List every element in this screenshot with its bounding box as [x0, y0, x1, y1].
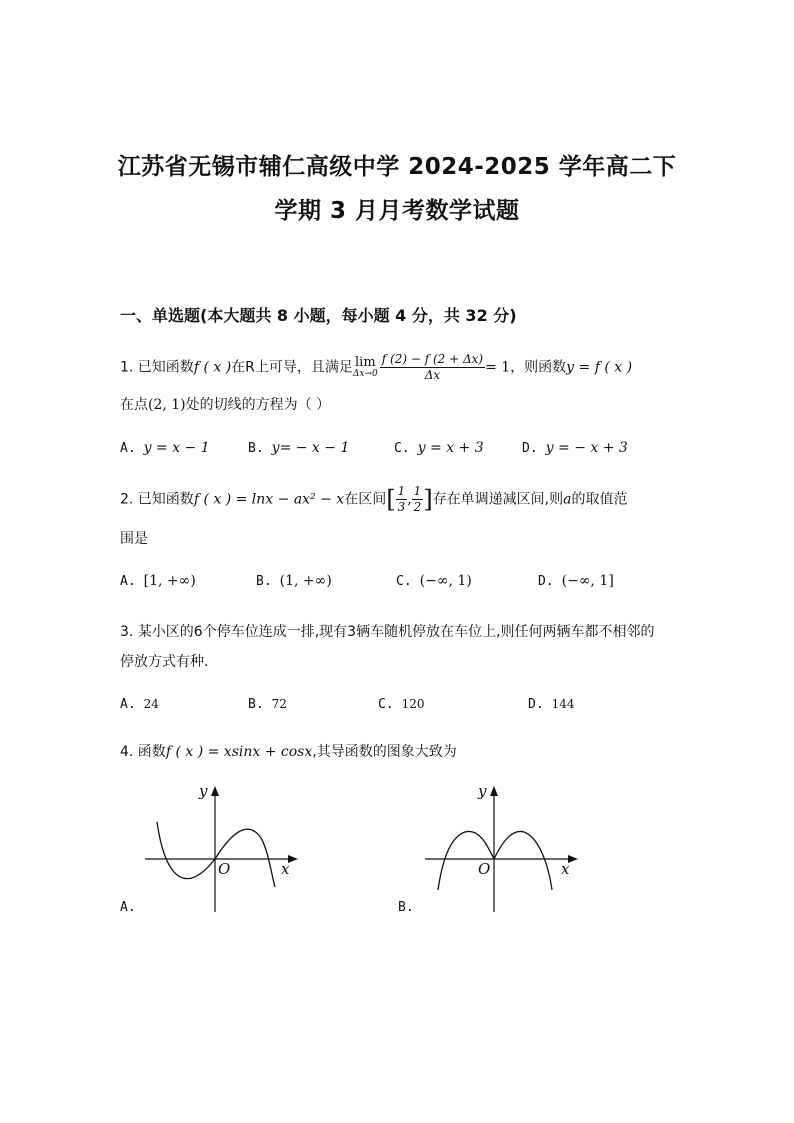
option-label: B.	[248, 441, 264, 456]
q2-option-d[interactable]	[538, 573, 614, 589]
q1-stem-line2	[120, 394, 330, 414]
graph-a[interactable]	[140, 782, 310, 917]
graph-b-option-label: B.	[398, 900, 414, 915]
q1-option-c[interactable]	[394, 440, 484, 456]
option-value: (1, +∞)	[279, 573, 332, 589]
graph-a-origin-label: O	[218, 860, 231, 878]
q3-option-c[interactable]	[378, 697, 425, 712]
option-value: (−∞, 1)	[419, 573, 472, 589]
q2-stem-line1	[120, 484, 628, 515]
q2-text: 的取值范	[571, 491, 628, 508]
option-value: y = x − 1	[143, 440, 210, 456]
q1-lim-bot: Δx→0	[352, 369, 378, 379]
q1-yfx: y = f ( x )	[566, 359, 633, 376]
q2-frac-2-den: 2	[413, 500, 422, 514]
q1-fx: f ( x )	[193, 359, 232, 376]
q1-lim-top: lim	[355, 355, 376, 370]
graph-a-option-label: A.	[120, 900, 136, 915]
option-label: C.	[394, 441, 410, 456]
q1-fraction	[380, 352, 485, 383]
graph-a-y-label: y	[199, 782, 208, 800]
q2-frac-1	[396, 484, 408, 515]
q1-text: 处的切线的方程为（ ）	[185, 397, 331, 413]
q4-stem	[120, 741, 457, 761]
option-label: A.	[120, 574, 136, 589]
graph-b[interactable]	[420, 782, 590, 917]
q1-option-d[interactable]	[522, 440, 628, 456]
q1-text: 1. 已知函数	[120, 359, 194, 376]
title-line-1: 江苏省无锡市辅仁高级中学 2024-2025 学年高二下	[117, 154, 677, 180]
q3-option-b[interactable]	[248, 697, 287, 712]
option-value: [1, +∞)	[143, 573, 196, 589]
q1-option-a[interactable]	[120, 440, 210, 456]
option-value: y = − x + 3	[545, 440, 628, 456]
q2-comma: ,	[407, 491, 412, 508]
option-label: D.	[538, 574, 554, 589]
q2-text: 2. 已知函数	[120, 491, 194, 508]
q1-limit	[353, 356, 378, 379]
q3-stem-line1: 3. 某小区的6个停车位连成一排,现有3辆车随机停放在车位上,则任何两辆车都不相邻的	[120, 624, 655, 640]
q2-option-b[interactable]	[256, 573, 332, 589]
q1-text: ，则函数	[510, 359, 567, 376]
q2-frac-2	[412, 484, 424, 515]
option-label: C.	[396, 574, 412, 589]
graph-b-x-label: x	[561, 860, 570, 878]
q1-option-b[interactable]	[248, 440, 349, 456]
q2-frac-1-num: 1	[397, 484, 406, 498]
graph-a-curve	[157, 822, 275, 887]
option-value: 144	[551, 697, 575, 711]
option-value: y = x + 3	[417, 440, 484, 456]
option-value: 120	[401, 697, 425, 711]
graph-a-x-label: x	[281, 860, 290, 878]
graph-b-y-label: y	[478, 782, 487, 800]
q2-text: 存在单调递减区间,则	[432, 491, 564, 508]
section-heading: 一、单选题(本大题共 8 小题，每小题 4 分，共 32 分)	[120, 306, 517, 325]
q2-bracket-right: ]	[423, 485, 433, 514]
q1-stem-line1	[120, 352, 632, 383]
q2-bracket-left: [	[386, 485, 396, 514]
q2-frac-1-den: 3	[397, 500, 406, 514]
q2-text: 在区间	[344, 491, 387, 508]
option-label: A.	[120, 697, 136, 712]
q1-point: (2, 1)	[148, 397, 186, 413]
q1-text: 在点	[120, 397, 148, 413]
q1-denominator: Δx	[424, 368, 441, 382]
q4-text: 4. 函数	[120, 744, 166, 760]
q2-option-a[interactable]	[120, 573, 196, 589]
q2-frac-2-num: 1	[413, 484, 422, 498]
q3-option-a[interactable]	[120, 697, 159, 712]
graph-b-y-arrow	[490, 786, 498, 796]
q3-stem-line2: 停放方式有种.	[120, 654, 209, 670]
graph-a-x-arrow	[288, 855, 298, 863]
graph-b-x-arrow	[568, 855, 578, 863]
q3-option-d[interactable]	[528, 697, 575, 712]
option-value: y= − x − 1	[271, 440, 350, 456]
q2-option-c[interactable]	[396, 573, 472, 589]
graph-a-y-arrow	[211, 786, 219, 796]
graph-b-origin-label: O	[478, 860, 491, 878]
q2-expr: f ( x ) = lnx − ax² − x	[193, 491, 345, 508]
option-label: A.	[120, 441, 136, 456]
q1-eq: = 1	[485, 359, 511, 376]
q4-text: ,其导函数的图象大致为	[312, 744, 457, 760]
option-label: B.	[256, 574, 272, 589]
q1-text: 在R上可导，且满足	[231, 359, 353, 376]
q2-stem-line2: 围是	[120, 531, 148, 547]
q2-a: a	[563, 491, 572, 508]
option-label: B.	[248, 697, 264, 712]
q1-numerator: f (2) − f (2 + Δx)	[381, 352, 484, 366]
option-label: D.	[522, 441, 538, 456]
option-label: C.	[378, 697, 394, 712]
option-label: D.	[528, 697, 544, 712]
option-value: (−∞, 1]	[561, 573, 614, 589]
title-line-2: 学期 3 月月考数学试题	[274, 198, 520, 224]
graph-b-curve	[438, 831, 552, 890]
option-value: 72	[271, 697, 287, 711]
option-value: 24	[143, 697, 159, 711]
q4-expr: f ( x ) = xsinx + cosx	[165, 744, 313, 760]
